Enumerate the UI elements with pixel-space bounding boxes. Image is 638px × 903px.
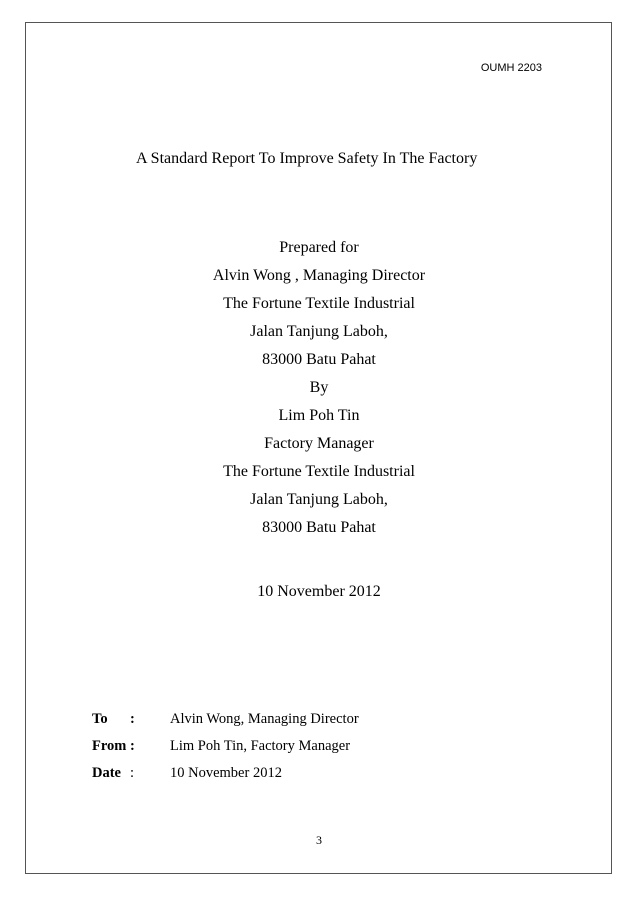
author-name: Lim Poh Tin [278, 407, 360, 424]
course-code: OUMH 2203 [480, 62, 542, 74]
recipient-city: 83000 Batu Pahat [262, 351, 376, 368]
memo-to-label: To [92, 711, 108, 727]
memo-to-colon: : [130, 711, 135, 727]
memo-date-label: Date [92, 765, 121, 781]
report-title: A Standard Report To Improve Safety In The Factory [136, 150, 478, 167]
memo-from-value: Lim Poh Tin, Factory Manager [170, 738, 351, 754]
page-number: 3 [316, 833, 322, 847]
author-street: Jalan Tanjung Laboh, [250, 491, 388, 508]
recipient-company: The Fortune Textile Industrial [223, 295, 415, 312]
author-position: Factory Manager [264, 435, 374, 452]
memo-to-value: Alvin Wong, Managing Director [170, 711, 359, 727]
memo-from-label: From [92, 738, 127, 754]
memo-date-value: 10 November 2012 [170, 765, 282, 781]
by-label: By [309, 379, 329, 396]
report-date: 10 November 2012 [257, 583, 381, 600]
memo-from-colon: : [130, 738, 135, 754]
recipient-street: Jalan Tanjung Laboh, [250, 323, 388, 340]
author-company: The Fortune Textile Industrial [223, 463, 415, 480]
memo-date-colon: : [130, 765, 135, 781]
author-city: 83000 Batu Pahat [262, 519, 376, 536]
recipient-name: Alvin Wong , Managing Director [212, 267, 426, 284]
prepared-for-label: Prepared for [279, 239, 359, 256]
